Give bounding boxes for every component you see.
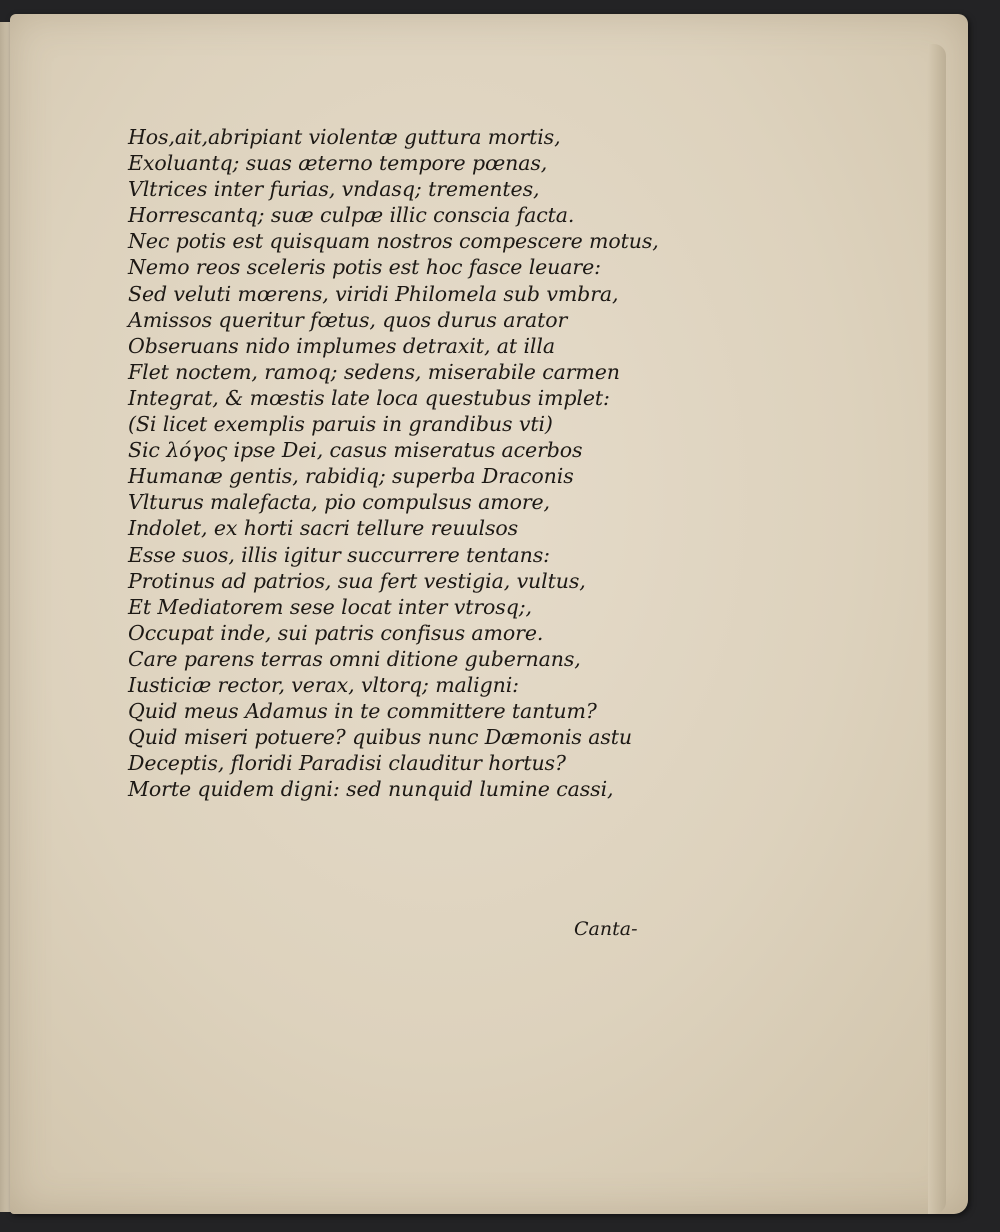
verse-line: Care parens terras omni ditione gubernans, bbox=[128, 646, 581, 671]
verse-line: Occupat inde, sui patris confisus amore. bbox=[128, 620, 544, 645]
verse-line: Morte quidem digni: sed nunquid lumine cassi, bbox=[128, 777, 614, 802]
verse-line: Iusticiæ rector, verax, vltorq; maligni: bbox=[128, 672, 519, 697]
poem-text bbox=[128, 124, 688, 802]
verse-line: Et Mediatorem sese locat inter vtrosq;, bbox=[128, 594, 532, 619]
verse-line: Nemo reos sceleris potis est hoc fasce leuare: bbox=[128, 255, 601, 280]
verse-line: Sed veluti mœrens, viridi Philomela sub vmbra, bbox=[128, 281, 619, 306]
page-edge-shadow bbox=[928, 44, 946, 1214]
catchword: Canta- bbox=[574, 918, 638, 940]
verse-line: Protinus ad patrios, sua fert vestigia, vultus, bbox=[128, 568, 586, 593]
verse-line: Nec potis est quisquam nostros compescere motus, bbox=[128, 229, 659, 254]
verse-line: (Si licet exemplis paruis in grandibus vti) bbox=[128, 412, 553, 437]
verse-line: Quid meus Adamus in te committere tantum? bbox=[128, 699, 597, 724]
verse-line: Deceptis, floridi Paradisi clauditur hortus? bbox=[128, 751, 566, 776]
verse-line: Hos,ait,abripiant violentæ guttura mortis, bbox=[128, 125, 561, 149]
verse-line: Amissos queritur fœtus, quos durus arator bbox=[128, 307, 568, 332]
verse-line: Vlturus malefacta, pio compulsus amore, bbox=[128, 490, 550, 515]
verse-line: Indolet, ex horti sacri tellure reuulsos bbox=[128, 516, 519, 541]
verse-line: Integrat, & mœstis late loca questubus implet: bbox=[128, 385, 610, 410]
verse-line: Flet noctem, ramoq; sedens, miserabile carmen bbox=[128, 359, 620, 384]
verse-line: Esse suos, illis igitur succurrere tentans: bbox=[128, 542, 550, 567]
verse-line: Sic λόγος ipse Dei, casus miseratus acerbos bbox=[128, 438, 583, 463]
verse-line: Obseruans nido implumes detraxit, at illa bbox=[128, 333, 555, 358]
verse-line: Quid miseri potuere? quibus nunc Dæmonis astu bbox=[128, 725, 633, 750]
verse-line: Horrescantq; suæ culpæ illic conscia facta. bbox=[128, 203, 575, 228]
verse-line: Vltrices inter furias, vndasq; trementes, bbox=[128, 177, 540, 202]
verse-line: Exoluantq; suas æterno tempore pœnas, bbox=[128, 151, 548, 176]
verse-line: Humanæ gentis, rabidiq; superba Draconis bbox=[128, 464, 574, 489]
